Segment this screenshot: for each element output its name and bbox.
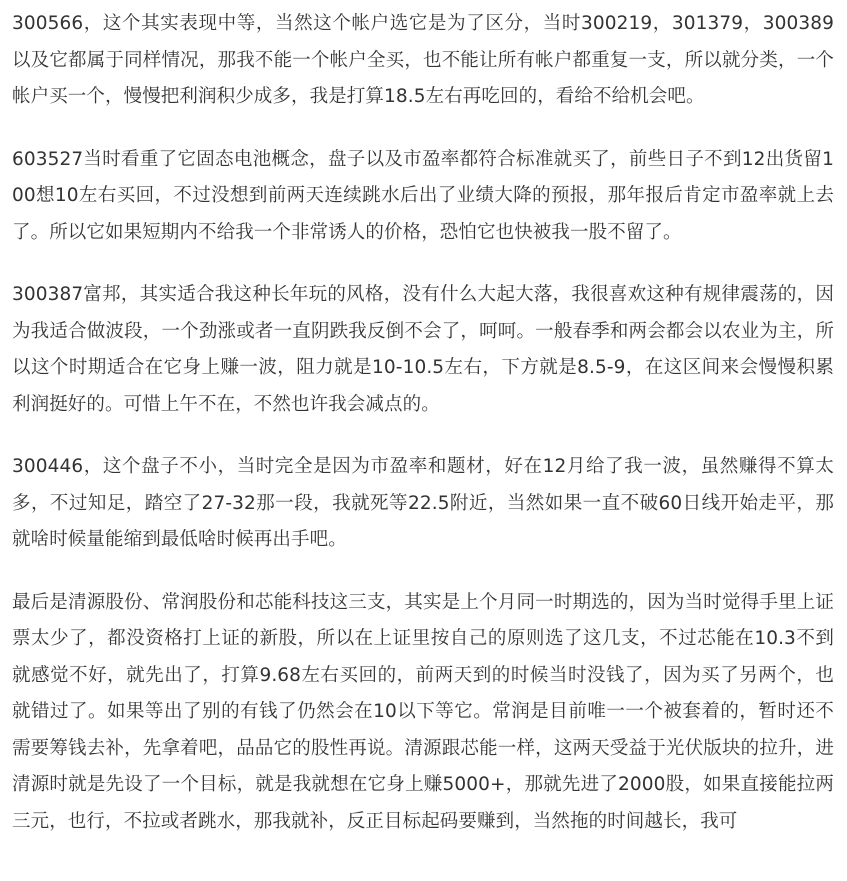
- paragraph-603527: 603527当时看重了它固态电池概念，盘子以及市盈率都符合标准就买了，前些日子不到12出货留100想10左右买回，不过没想到前两天连续跳水后出了业绩大降的预报，那年报后肯定市盈率就上去了。所以它如果短期内不给我一个非常诱人的价格，恐怕它也快被我一股不留了。: [12, 148, 834, 243]
- paragraph-300566: 300566，这个其实表现中等，当然这个帐户选它是为了区分，当时300219，301379，300389以及它都属于同样情况，那我不能一个帐户全买，也不能让所有帐户都重复一支，所以就分类，一个帐户买一个，慢慢把利润积少成多，我是打算18.5左右再吃回的，看给不给机会吧。: [12, 13, 834, 107]
- paragraph-300387: 300387富邦，其实适合我这种长年玩的风格，没有什么大起大落，我很喜欢这种有规律震荡的，因为我适合做波段，一个劲涨或者一直阴跌我反倒不会了，呵呵。一般春季和两会都会以农业为主，所以这个时期适合在它身上赚一波，阻力就是10-10.5左右，下方就是8.5-9，在这区间来会慢慢积累利润挺好的。可惜上午不在，不然也许我会减点的。: [12, 284, 834, 415]
- article-body: [12, 6, 834, 866]
- paragraph-300446: 300446，这个盘子不小，当时完全是因为市盈率和题材，好在12月给了我一波，虽然赚得不算太多，不过知足，踏空了27-32那一段，我就死等22.5附近，当然如果一直不破60日线开始走平，那就啥时候量能缩到最低啥时候再出手吧。: [12, 456, 834, 550]
- paragraph-final-three-stocks: 最后是清源股份、常润股份和芯能科技这三支，其实是上个月同一时期选的，因为当时觉得手里上证票太少了，都没资格打上证的新股，所以在上证里按自己的原则选了这几支，不过芯能在10.3不到就感觉不好，就先出了，打算9.68左右买回的，前两天到的时候当时没钱了，因为买了另两个，也就错过了。如果等出了别的有钱了仍然会在10以下等它。常润是目前唯一一个被套着的，暂时还不需要筹钱去补，先拿着吧，品品它的股性再说。清源跟芯能一样，这两天受益于光伏版块的拉升，进清源时就是先设了一个目标，就是我就想在它身上赚5000+，那就先进了2000股，如果直接能拉两三元，也行，不拉或者跳水，那我就补，反正目标起码要赚到，当然拖的时间越长，我可: [12, 591, 834, 832]
